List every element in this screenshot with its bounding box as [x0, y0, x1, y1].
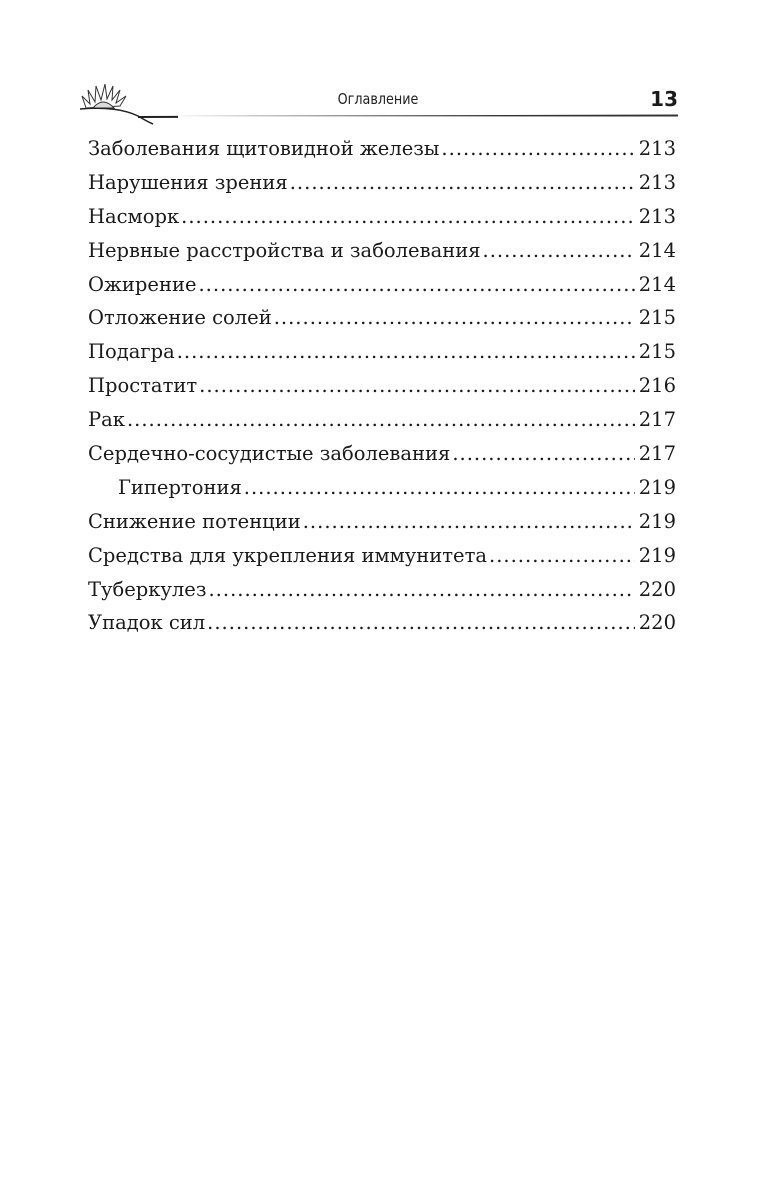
toc-entry [88, 303, 676, 337]
toc-entry [88, 608, 676, 642]
page-number: 13 [650, 87, 678, 111]
toc-entry-page: 219 [638, 509, 676, 533]
toc-entry-page: 214 [638, 238, 676, 262]
toc-entry-title: Средства для укрепления иммунитета [88, 543, 487, 567]
toc-entry-page: 213 [638, 204, 676, 228]
toc-entry-page: 217 [638, 408, 676, 432]
dot-leader [177, 337, 635, 367]
toc-entry-title: Нарушения зрения [88, 170, 288, 194]
toc-entry-page: 220 [638, 611, 676, 635]
toc-entry [88, 439, 676, 473]
dot-leader [274, 303, 635, 333]
toc-entry-page: 220 [638, 577, 676, 601]
toc-entry-page: 219 [638, 543, 676, 567]
toc-entry-title: Нервные расстройства и заболевания [88, 238, 481, 262]
dot-leader [303, 507, 635, 537]
header-rule [168, 114, 678, 118]
toc-entry-title: Отложение солей [88, 306, 272, 330]
toc-entry-title: Простатит [88, 374, 198, 398]
toc-entry-page: 219 [638, 475, 676, 499]
dot-leader [198, 270, 634, 300]
toc-entry [88, 575, 676, 609]
toc-entry-title: Насморк [88, 204, 180, 228]
toc-entry-title: Ожирение [88, 272, 197, 296]
dot-leader [208, 575, 634, 605]
dot-leader [483, 236, 635, 266]
toc-entry-page: 213 [638, 137, 676, 160]
dot-leader [199, 371, 635, 401]
toc-entry-title: Снижение потенции [88, 509, 301, 533]
table-of-contents [88, 134, 676, 642]
dot-leader [290, 168, 635, 198]
dot-leader [452, 439, 634, 469]
toc-entry [88, 371, 676, 405]
toc-entry [88, 168, 676, 202]
dot-leader [489, 541, 635, 571]
running-header [78, 78, 678, 128]
toc-entry [88, 405, 676, 439]
toc-entry-page: 214 [638, 272, 676, 296]
dot-leader [441, 134, 634, 164]
toc-entry-title: Упадок сил [88, 611, 206, 635]
toc-entry-title: Гипертония [118, 475, 242, 499]
toc-entry-page: 216 [638, 374, 676, 398]
toc-entry-page: 217 [638, 442, 676, 466]
dot-leader [207, 608, 635, 638]
toc-entry-title: Сердечно-сосудистые заболевания [88, 442, 451, 466]
toc-entry-page: 215 [638, 306, 676, 330]
dot-leader [244, 473, 635, 503]
toc-entry-title: Подагра [88, 340, 175, 364]
toc-entry [88, 202, 676, 236]
toc-entry-title: Рак [88, 408, 125, 432]
toc-entry [88, 507, 676, 541]
toc-entry [88, 541, 676, 575]
toc-entry-title: Заболевания щитовидной железы [88, 137, 440, 160]
toc-entry-page: 213 [638, 170, 676, 194]
toc-entry [88, 236, 676, 270]
section-title: Оглавление [337, 90, 419, 108]
dot-leader [181, 202, 635, 232]
toc-entry [88, 134, 676, 168]
toc-entry [88, 270, 676, 304]
toc-entry [88, 337, 676, 371]
toc-entry [88, 473, 676, 507]
toc-entry-title: Туберкулез [88, 577, 207, 601]
toc-entry-page: 215 [638, 340, 676, 364]
dot-leader [127, 405, 635, 435]
